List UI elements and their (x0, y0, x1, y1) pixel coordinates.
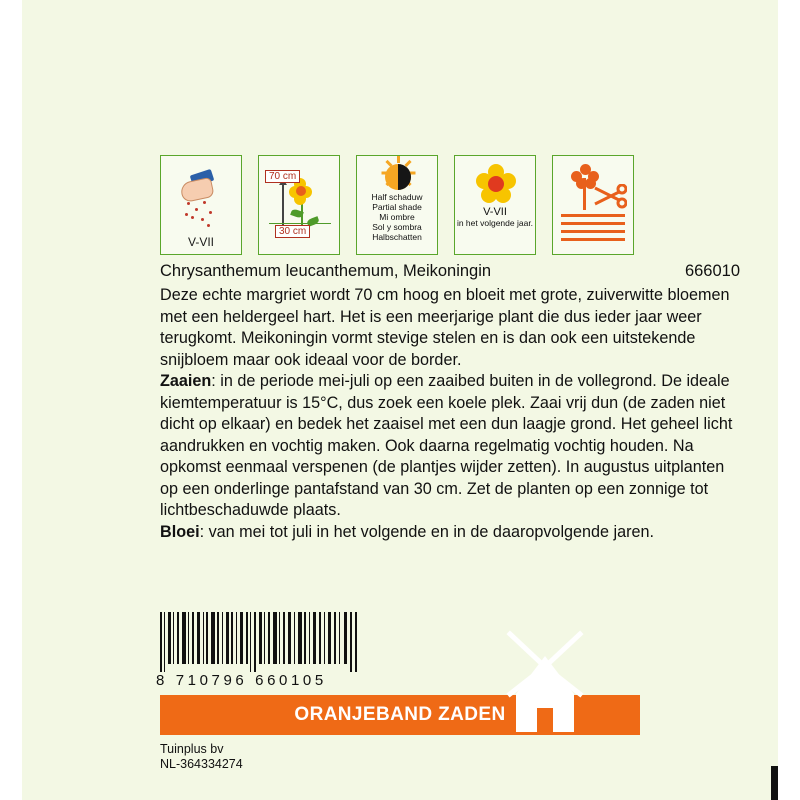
description-block (160, 285, 740, 543)
company-name: Tuinplus bv (160, 742, 224, 756)
bloom-label: Bloei (160, 522, 200, 541)
sowing-period-label: V-VII (187, 235, 214, 249)
cut-flower-icon (552, 155, 634, 255)
sowing-label: Zaaien (160, 372, 212, 390)
description-paragraph: Deze echte margriet wordt 70 cm hoog en bloeit met grote, zuiverwitte bloemen met een heldergeel hart. Het is een meerjarige plant die dus ieder jaar weer terugkomt. Meikoningin vormt stevige stelen en is dan ook een uitstekende snijbloem maar ook ideaal voor de border. (160, 286, 730, 369)
product-code: 666010 (684, 262, 740, 280)
footer-block (160, 742, 243, 772)
bloom-text: : van mei tot juli in het volgende en in de daaropvolgende jaren. (199, 522, 655, 541)
barcode-digits: 8 710796 660105 (156, 672, 327, 689)
barcode (160, 612, 360, 672)
windmill-logo-icon (490, 628, 600, 736)
sowing-paragraph (160, 371, 740, 522)
plant-spacing-label: 30 cm (275, 225, 310, 238)
pictogram-row (160, 155, 640, 255)
shade-line-en: Partial shade (372, 202, 422, 212)
scissors-icon (593, 184, 627, 210)
brand-name: ORANJEBAND ZADEN (294, 704, 506, 725)
flowering-period-label: V-VII (483, 206, 507, 218)
flowering-note: in het volgende jaar. (456, 218, 534, 228)
barcode-bars (160, 612, 360, 672)
plant-name: Chrysanthemum leucanthemum, Meikoningin (160, 262, 492, 280)
plant-height-icon (258, 155, 340, 255)
shade-line-nl: Half schaduw (371, 192, 423, 202)
right-white-edge (778, 0, 800, 800)
sowing-hand-icon (160, 155, 242, 255)
print-registration-mark (771, 766, 778, 800)
left-white-edge (0, 0, 22, 800)
plant-height-label: 70 cm (265, 170, 300, 183)
bloom-paragraph (160, 522, 740, 544)
shade-line-fr: Mi ombre (379, 212, 415, 222)
flowering-period-icon (454, 155, 536, 255)
shade-line-es: Sol y sombra (372, 222, 422, 232)
shade-line-de: Halbschatten (372, 232, 422, 242)
title-row (160, 262, 740, 281)
sun-partial-shade-icon (356, 155, 438, 255)
sowing-text: : in de periode mei-juli op een zaaibed buiten in de vollegrond. De ideale kiemtemperatuur is 15°C, dus zoek een koele plek. Zaai vrij dun (de zaden niet dicht op elkaar) en bedek het zaaisel met een dun laagje grond. Het geheel licht aandrukken en vochtig maken. Ook daarna regelmatig vochtig houden. Na opkomst eenmaal verspenen (de plantjes wijder zetten). In augustus uitplanten op een onderlinge pantafstand van 30 cm. Zet de planten op een zonnige tot lichtbeschaduwde plaats. (160, 372, 733, 519)
company-registration: NL-364334274 (160, 757, 243, 771)
